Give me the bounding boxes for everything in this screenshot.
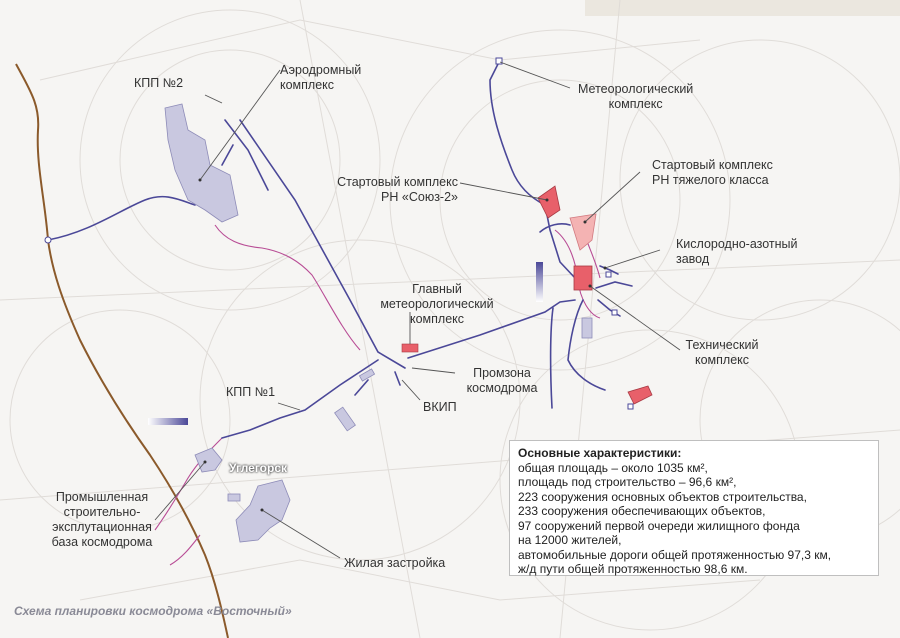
characteristics-title: Основные характеристики:	[518, 446, 682, 460]
characteristics-line: 233 сооружения обеспечивающих объектов,	[518, 504, 766, 518]
main-meteo-site	[402, 344, 418, 352]
characteristics-line: 223 сооружения основных объектов строительства,	[518, 489, 807, 504]
label-meteo-line2: комплекс	[608, 97, 663, 111]
label-soyuz	[322, 175, 458, 205]
label-meteo-line1: Метеорологический	[578, 82, 694, 96]
label-technical-line1: Технический	[685, 338, 759, 352]
label-aerodrome-line1: Аэродромный	[280, 63, 362, 77]
label-aerodrome-line2: комплекс	[280, 78, 335, 92]
label-oxygen	[676, 237, 798, 267]
characteristics-box	[509, 440, 879, 576]
label-soyuz-line1: Стартовый комплекс	[337, 175, 458, 189]
label-heavy	[652, 158, 773, 188]
label-vkip: ВКИП	[423, 400, 457, 414]
label-soyuz-line2: РН «Союз-2»	[381, 190, 458, 204]
characteristics-line: 97 сооружений первой очереди жилищного фонда	[518, 518, 800, 533]
label-main-meteo-line1: Главный	[412, 282, 462, 296]
map-caption: Схема планировки космодрома «Восточный»	[14, 604, 292, 618]
label-uglegorsk: Углегорск	[229, 461, 288, 475]
label-industrial-line1: Промышленная	[55, 490, 149, 504]
label-kpp2: КПП №2	[134, 76, 184, 90]
label-oxygen-line1: Кислородно-азотный	[676, 237, 798, 251]
heavy-launch-complex	[570, 214, 596, 250]
label-technical-line2: комплекс	[694, 353, 750, 367]
label-technical	[676, 338, 768, 368]
label-industrial-line2: строительно-	[63, 505, 141, 519]
label-aerodrome	[280, 63, 361, 93]
label-main-meteo-line2: метеорологический	[380, 297, 494, 311]
label-main-meteo	[370, 282, 504, 327]
label-promzona	[458, 366, 546, 396]
label-industrial-line4: база космодрома	[51, 535, 153, 549]
gradient-bar-vertical	[536, 262, 543, 302]
label-kpp1: КПП №1	[226, 385, 276, 399]
label-main-meteo-line3: комплекс	[409, 312, 465, 326]
label-oxygen-line2: завод	[676, 252, 710, 266]
characteristics-line: на 12000 жителей,	[518, 533, 622, 547]
characteristics-line: ж/д пути общей протяженностью 98,6 км.	[518, 562, 748, 576]
characteristics-line: площадь под строительство – 96,6 км²,	[518, 475, 737, 489]
gradient-bar	[148, 418, 188, 425]
label-residential: Жилая застройка	[344, 556, 446, 570]
label-promzona-line2: космодрома	[466, 381, 538, 395]
soyuz-launch-complex	[538, 186, 560, 218]
label-industrial	[40, 490, 164, 550]
road-nodes	[45, 58, 633, 409]
label-meteo	[578, 82, 693, 112]
remote-site	[628, 386, 652, 404]
characteristics-line: общая площадь – около 1035 км²,	[518, 460, 708, 475]
label-promzona-line1: Промзона	[473, 366, 531, 380]
label-heavy-line2: РН тяжелого класса	[652, 173, 769, 187]
label-heavy-line1: Стартовый комплекс	[652, 158, 773, 172]
characteristics-line: автомобильные дороги общей протяженностью 97,3 км,	[518, 547, 832, 562]
label-industrial-line3: эксплутационная	[52, 520, 152, 534]
